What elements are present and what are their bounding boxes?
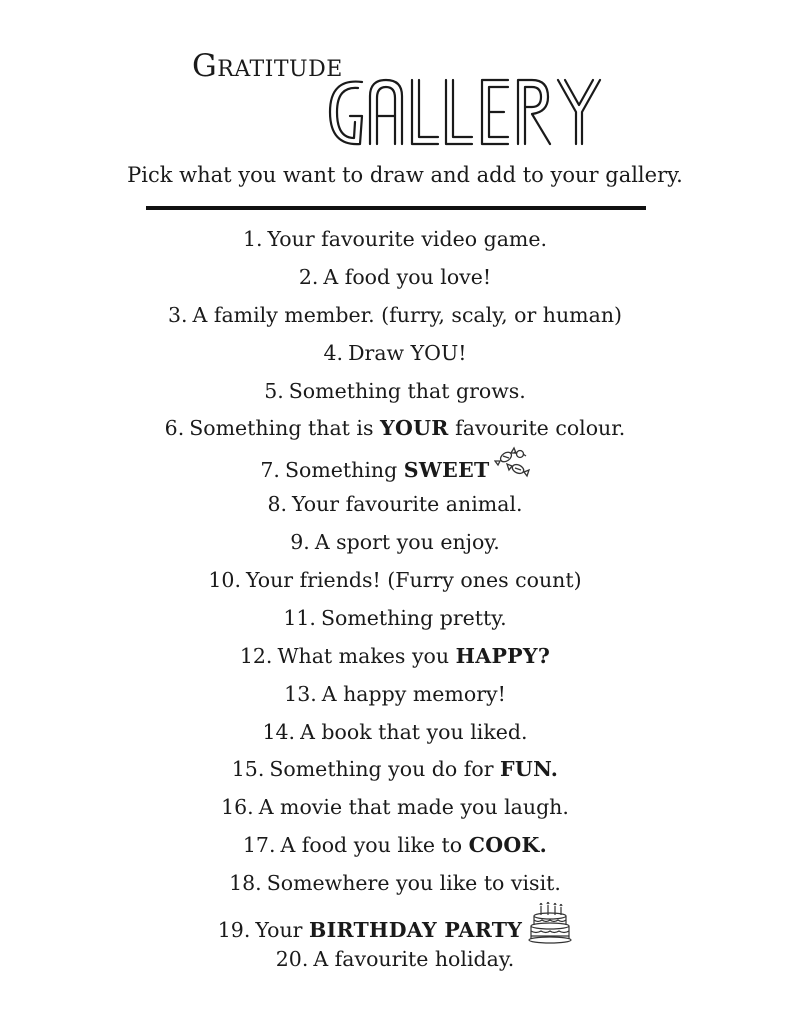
list-item (0, 827, 790, 865)
item-number: 8. (267, 492, 288, 517)
list-item (0, 903, 790, 941)
item-text: Your favourite animal. (292, 492, 523, 517)
item-emphasis: BIRTHDAY PARTY (308, 917, 523, 942)
item-number: 5. (264, 378, 284, 403)
list-item (0, 562, 790, 600)
item-emphasis: HAPPY? (455, 643, 551, 668)
item-emphasis: FUN. (500, 757, 559, 782)
list-item (0, 600, 790, 638)
list-item (0, 410, 790, 448)
item-text: A favourite holiday. (313, 946, 515, 971)
item-text: Your favourite video game. (267, 227, 548, 251)
item-number: 2. (298, 264, 319, 289)
item-number: 12. (239, 643, 273, 668)
item-text-pre: Something (284, 458, 404, 483)
item-number: 15. (231, 757, 265, 782)
item-number: 1. (242, 227, 263, 251)
item-number: 6. (164, 416, 185, 441)
list-item (0, 486, 790, 524)
list-item (0, 221, 790, 259)
item-text: Something that grows. (288, 378, 526, 403)
list-item (0, 714, 790, 752)
list-item (0, 676, 790, 714)
item-text-post: favourite colour. (448, 416, 626, 441)
list-item (0, 373, 790, 411)
list-item (0, 524, 790, 562)
prompt-list (0, 221, 790, 979)
item-number: 10. (208, 568, 241, 593)
item-number: 16. (221, 795, 254, 820)
item-text: Somewhere you like to visit. (266, 871, 561, 896)
item-text: A family member. (furry, scaly, or human) (192, 302, 623, 327)
item-text: Draw YOU! (348, 340, 467, 365)
item-emphasis: COOK. (468, 833, 548, 858)
item-text-pre: A food you like to (280, 833, 469, 858)
list-item (0, 638, 790, 676)
list-item (0, 865, 790, 903)
list-item (0, 259, 790, 297)
item-text: A book that you liked. (300, 719, 528, 744)
item-number: 11. (283, 605, 316, 630)
item-number: 7. (260, 458, 280, 483)
list-item (0, 448, 790, 486)
item-text: Your friends! (Furry ones count) (246, 568, 582, 593)
item-text-pre: Something you do for (269, 757, 501, 782)
item-number: 3. (167, 302, 188, 327)
title-gallery (326, 72, 606, 152)
item-text-pre: Your (255, 917, 309, 942)
item-text: Something pretty. (320, 605, 507, 630)
item-text: A movie that made you laugh. (258, 795, 569, 820)
candy-icon (494, 446, 530, 493)
item-text: A happy memory! (321, 681, 506, 706)
instructions-text: Pick what you want to draw and add to your gallery. (127, 163, 683, 187)
item-number: 19. (217, 917, 251, 942)
list-item (0, 297, 790, 335)
item-text: A food you love! (323, 264, 492, 289)
item-text: A sport you enjoy. (314, 530, 500, 555)
list-item (0, 335, 790, 373)
item-number: 14. (262, 719, 296, 744)
item-emphasis: YOUR (380, 416, 449, 441)
item-number: 9. (290, 530, 310, 555)
item-emphasis: SWEET (403, 458, 490, 483)
list-item (0, 751, 790, 789)
title-gratitude: Gratitude (192, 48, 343, 84)
item-number: 18. (229, 871, 262, 896)
birthday-cake-icon (526, 901, 572, 958)
item-text-pre: What makes you (277, 643, 456, 668)
item-number: 13. (284, 681, 317, 706)
list-item (0, 789, 790, 827)
item-number: 17. (242, 833, 276, 858)
item-number: 20. (275, 946, 309, 971)
gallery-title-art (326, 72, 606, 152)
item-number: 4. (323, 340, 344, 365)
list-item (0, 941, 790, 979)
item-text-pre: Something that is (189, 416, 381, 441)
divider-rule (146, 206, 646, 210)
